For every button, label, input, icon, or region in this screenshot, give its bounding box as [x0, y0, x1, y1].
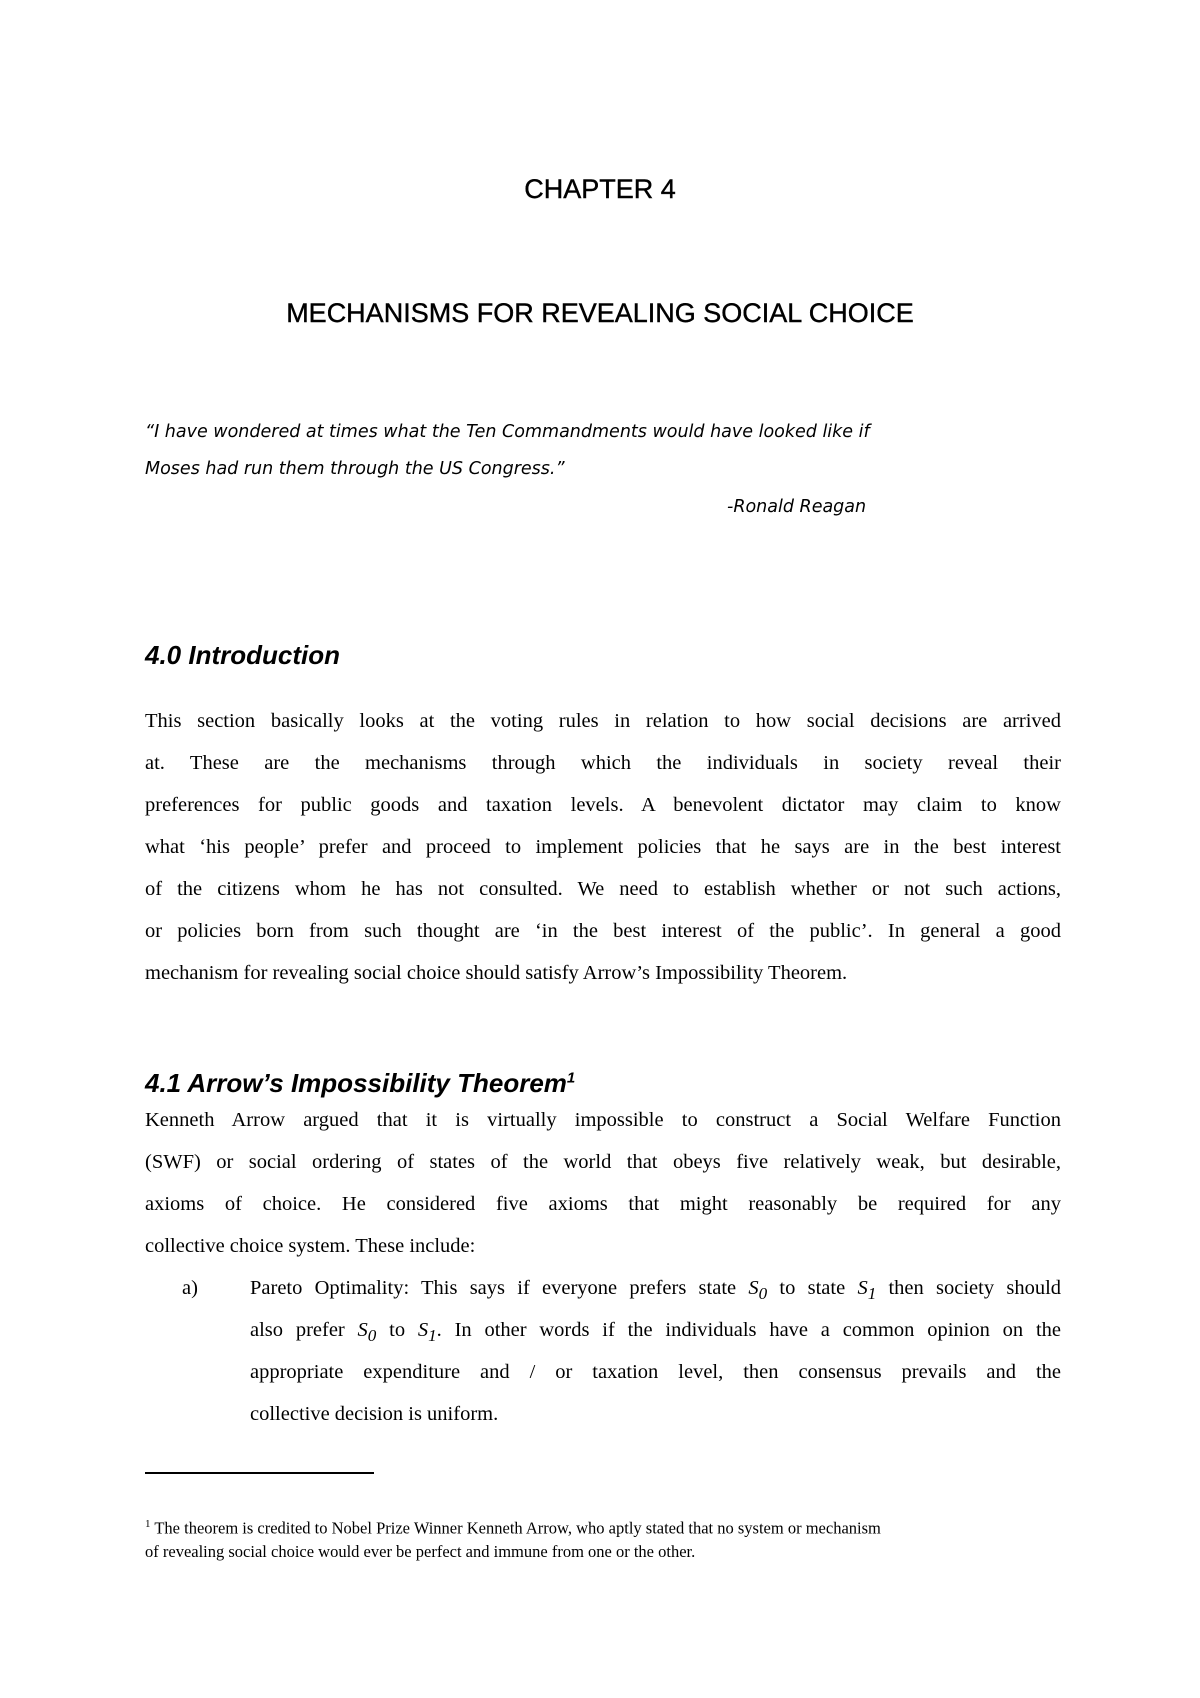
paragraph-line: of the citizens whom he has not consulted. We need to establish whether or not such actions, [145, 878, 1061, 900]
paragraph-line: preferences for public goods and taxation levels. A benevolent dictator may claim to know [145, 794, 1061, 816]
list-item-a-line-2: also prefer $S_0$ to $S_1$. In other words if the individuals have a common opinion on the [250, 1319, 1061, 1346]
paragraph-line: at. These are the mechanisms through which the individuals in society reveal their [145, 752, 1061, 774]
chapter-title: MECHANISMS FOR REVEALING SOCIAL CHOICE [286, 298, 914, 328]
chapter-number: CHAPTER 4 [524, 174, 676, 204]
paragraph-line: what ‘his people’ prefer and proceed to implement policies that he says are in the best interest [145, 836, 1061, 858]
list-item-a-line-3: appropriate expenditure and / or taxation level, then consensus prevails and the [250, 1361, 1061, 1383]
section-heading-arrow [145, 1068, 575, 1099]
footnote-line-1: $^1$ The theorem is credited to Nobel Prize Winner Kenneth Arrow, who aptly stated that no system or mechanism [145, 1518, 881, 1538]
epigraph-line-2: Moses had run them through the US Congress.” [145, 459, 565, 479]
section-heading-introduction: 4.0 Introduction [145, 640, 340, 670]
paragraph-line: Kenneth Arrow argued that it is virtually impossible to construct a Social Welfare Function [145, 1109, 1061, 1131]
epigraph-attribution: -Ronald Reagan [727, 497, 867, 517]
footnote-line-2: of revealing social choice would ever be perfect and immune from one or the other. [145, 1542, 696, 1561]
footnote-number: 1 [145, 1518, 151, 1530]
paragraph-line: (SWF) or social ordering of states of the world that obeys five relatively weak, but desirable, [145, 1151, 1061, 1173]
paragraph-line: axioms of choice. He considered five axioms that might reasonably be required for any [145, 1193, 1061, 1215]
paragraph-line: This section basically looks at the voting rules in relation to how social decisions are arrived [145, 710, 1061, 732]
footnote-reference[interactable]: 1 [566, 1069, 576, 1087]
footnote-separator [145, 1472, 374, 1474]
epigraph-line-1: “I have wondered at times what the Ten Commandments would have looked like if [145, 422, 870, 442]
paragraph-line: or policies born from such thought are ‘in the best interest of the public’. In general a good [145, 920, 1061, 942]
paragraph-line: collective choice system. These include: [145, 1235, 476, 1257]
list-marker-a: a) [182, 1277, 198, 1299]
list-item-a-line-4: collective decision is uniform. [250, 1403, 499, 1425]
paragraph-line: mechanism for revealing social choice should satisfy Arrow’s Impossibility Theorem. [145, 962, 848, 984]
list-item-a-line-1: Pareto Optimality: This says if everyone prefers state $S_0$ to state $S_1$ then society should [250, 1277, 1062, 1304]
heading-text: 4.1 Arrow’s Impossibility Theorem [145, 1068, 567, 1098]
